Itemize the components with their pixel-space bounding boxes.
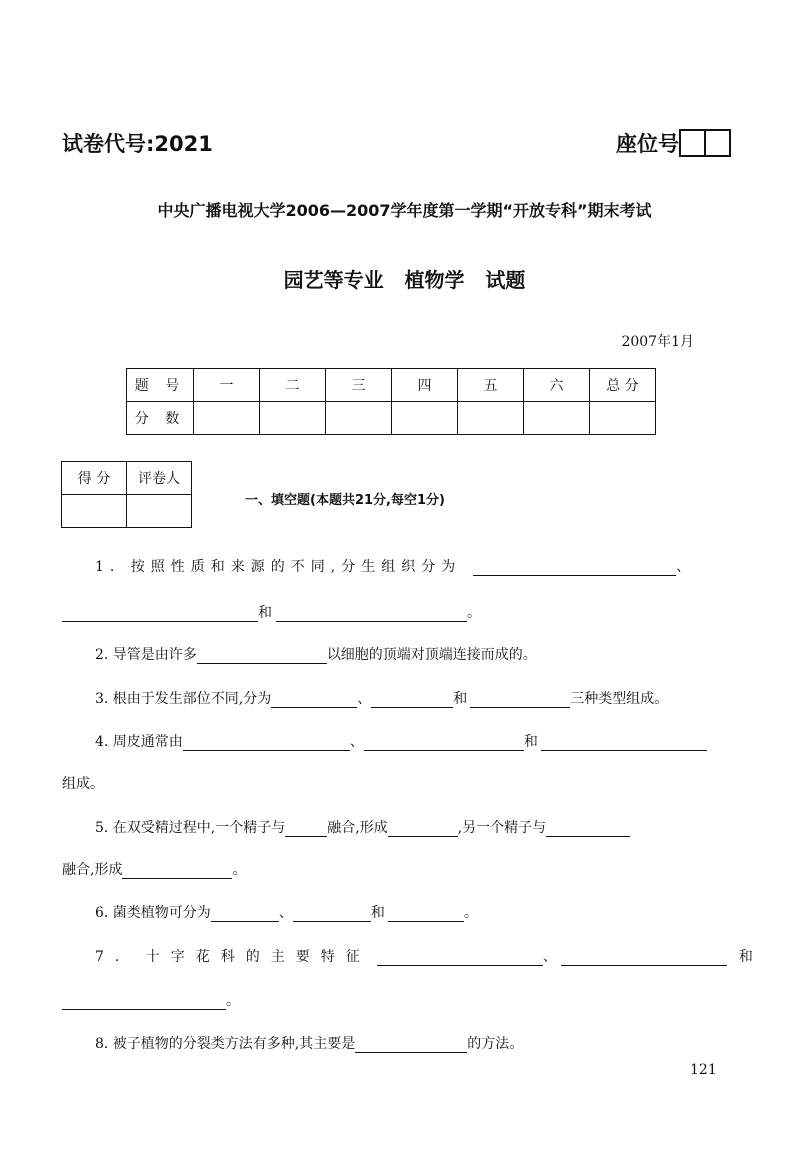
answer-blank[interactable]	[211, 905, 279, 922]
question-text: 和	[453, 691, 468, 707]
question-7-cont	[62, 990, 240, 1010]
score-table-cell: 一	[194, 369, 260, 402]
answer-blank[interactable]	[62, 993, 226, 1010]
question-text: ,另一个精子与	[457, 820, 547, 836]
question-text: 4. 周皮通常由	[95, 734, 183, 750]
question-text: 。	[226, 993, 240, 1009]
exam-title: 中央广播电视大学2006—2007学年度第一学期“开放专科”期末考试	[157, 201, 652, 220]
question-text: 。	[232, 862, 247, 878]
answer-blank[interactable]	[561, 949, 727, 966]
answer-blank[interactable]	[546, 820, 630, 837]
score-table-cell: 总 分	[590, 369, 656, 402]
score-table-cell: 五	[458, 369, 524, 402]
score-entry-cell[interactable]	[194, 402, 260, 435]
question-text: 、	[542, 949, 557, 965]
section-heading: 一、填空题(本题共21分,每空1分)	[245, 493, 445, 508]
question-6	[95, 902, 478, 922]
question-text: 。	[463, 905, 478, 921]
question-2	[95, 644, 537, 664]
answer-blank[interactable]	[377, 949, 543, 966]
seat-box[interactable]	[681, 131, 704, 155]
answer-blank[interactable]	[388, 820, 458, 837]
answer-blank[interactable]	[473, 559, 676, 576]
seat-box[interactable]	[704, 131, 729, 155]
question-text: 7. 十字花科的主要特征	[95, 949, 371, 965]
question-text: 8. 被子植物的分裂类方法有多种,其主要是	[95, 1036, 356, 1052]
score-table-header-row	[127, 369, 656, 402]
question-1-cont	[62, 602, 481, 622]
question-text: 融合,形成	[327, 820, 388, 836]
question-text: 5. 在双受精过程中,一个精子与	[95, 820, 286, 836]
question-5-cont	[62, 859, 246, 879]
answer-blank[interactable]	[62, 605, 258, 622]
answer-blank[interactable]	[183, 734, 350, 751]
score-table-cell: 四	[392, 369, 458, 402]
answer-blank[interactable]	[541, 734, 707, 751]
question-text: 和	[370, 905, 385, 921]
score-table-cell: 分 数	[127, 402, 194, 435]
answer-blank[interactable]	[355, 1036, 467, 1053]
question-text: 和	[738, 949, 753, 965]
score-entry-cell[interactable]	[260, 402, 326, 435]
page-number: 121	[690, 1062, 717, 1078]
question-4-cont	[62, 773, 104, 793]
question-text: 、	[676, 559, 691, 575]
question-1	[95, 556, 690, 576]
score-entry-cell[interactable]	[524, 402, 590, 435]
question-text: 2. 导管是由许多	[95, 647, 197, 663]
grader-score-label: 得 分	[62, 462, 127, 495]
answer-blank[interactable]	[285, 820, 327, 837]
answer-blank[interactable]	[197, 647, 327, 664]
answer-blank[interactable]	[371, 691, 453, 708]
question-text: 组成。	[62, 776, 104, 792]
question-text: 融合,形成	[62, 862, 123, 878]
seat-number-boxes[interactable]	[679, 129, 731, 157]
question-text: 以细胞的顶端对顶端连接而成的。	[326, 647, 537, 663]
score-entry-cell[interactable]	[590, 402, 656, 435]
question-text: 和	[523, 734, 538, 750]
score-entry-cell[interactable]	[326, 402, 392, 435]
question-text: 三种类型组成。	[570, 691, 669, 707]
seat-number-label: 座位号	[616, 132, 679, 156]
exam-date: 2007年1月	[621, 334, 694, 350]
grader-name-cell[interactable]	[127, 495, 192, 528]
question-text: 6. 菌类植物可分为	[95, 905, 211, 921]
seat-number-field	[616, 128, 731, 158]
question-text: 、	[349, 734, 364, 750]
question-4	[95, 731, 707, 751]
answer-blank[interactable]	[271, 691, 357, 708]
subject-title: 园艺等专业 植物学 试题	[283, 268, 526, 292]
score-table	[126, 368, 656, 435]
question-text: 、	[278, 905, 293, 921]
grader-score-cell[interactable]	[62, 495, 127, 528]
question-5	[95, 817, 630, 837]
answer-blank[interactable]	[276, 605, 467, 622]
grader-name-label: 评卷人	[127, 462, 192, 495]
grader-table	[61, 461, 192, 528]
question-7	[95, 946, 753, 966]
question-text: 、	[357, 691, 372, 707]
answer-blank[interactable]	[293, 905, 371, 922]
score-entry-cell[interactable]	[458, 402, 524, 435]
answer-blank[interactable]	[122, 862, 232, 879]
question-text: 和	[258, 605, 272, 621]
answer-blank[interactable]	[470, 691, 570, 708]
score-table-cell: 六	[524, 369, 590, 402]
score-table-cell: 三	[326, 369, 392, 402]
question-text: 。	[467, 605, 481, 621]
question-8	[95, 1033, 523, 1053]
score-table-cell: 二	[260, 369, 326, 402]
paper-code-label: 试卷代号:2021	[62, 132, 213, 156]
score-table-score-row	[127, 402, 656, 435]
question-text: 3. 根由于发生部位不同,分为	[95, 691, 272, 707]
score-table-cell: 题 号	[127, 369, 194, 402]
answer-blank[interactable]	[388, 905, 464, 922]
score-entry-cell[interactable]	[392, 402, 458, 435]
question-text: 1. 按照性质和来源的不同,分生组织分为	[95, 559, 462, 575]
answer-blank[interactable]	[364, 734, 524, 751]
question-text: 的方法。	[467, 1036, 524, 1052]
question-3	[95, 688, 668, 708]
